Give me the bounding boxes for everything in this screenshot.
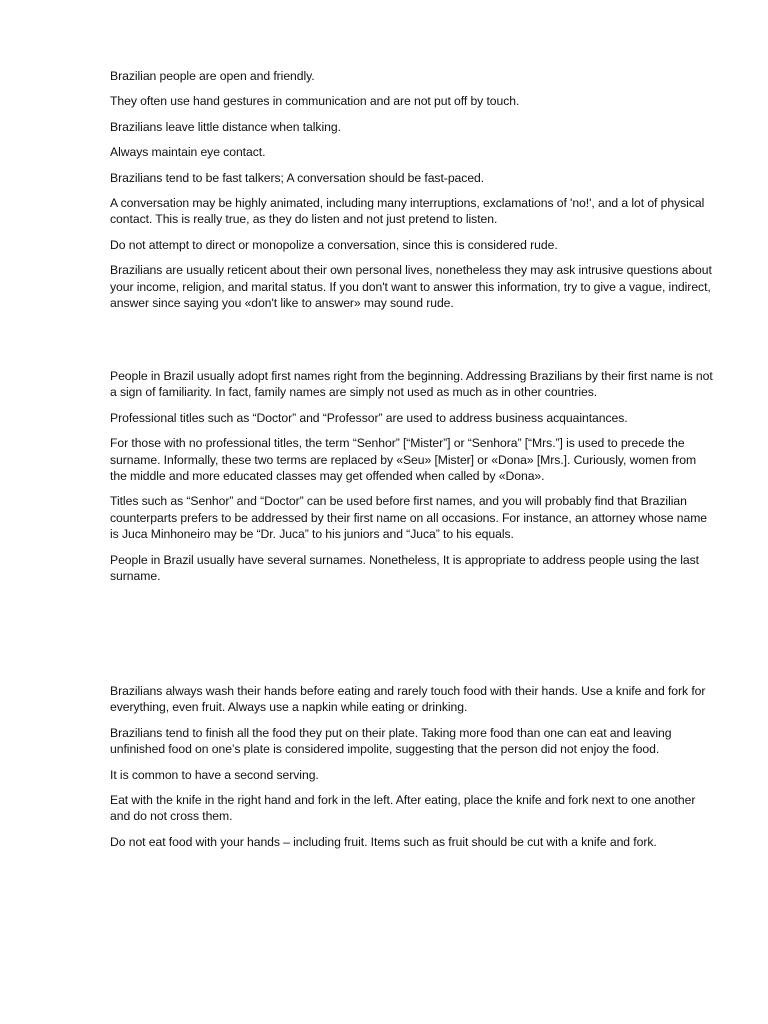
section-communication xyxy=(110,68,715,320)
paragraph: Brazilians are usually reticent about their own personal lives, nonetheless they may ask intrusive questions about your income, religion, and marital status. If you don't want to answer this information, try to give a vague, indirect, answer since saying you «don't like to answer» may sound rude. xyxy=(110,263,712,311)
paragraph: Do not attempt to direct or monopolize a conversation, since this is considered rude. xyxy=(110,237,558,252)
paragraph: Brazilians always wash their hands before eating and rarely touch food with their hands. Use a knife and fork for everything, even fruit. Always use a napkin while eating or drinking. xyxy=(110,684,706,715)
paragraph: Do not eat food with your hands – including fruit. Items such as fruit should be cut with a knife and fork. xyxy=(110,834,657,849)
paragraph: Brazilians leave little distance when talking. xyxy=(110,119,341,134)
paragraph: Brazilians tend to finish all the food they put on their plate. Taking more food than one can eat and leaving unfinished food on one’s plate is considered impolite, suggesting that the person did not enjoy the food. xyxy=(110,725,672,757)
section-dining xyxy=(110,683,715,859)
paragraph: Professional titles such as “Doctor” and “Professor” are used to address business acquaintances. xyxy=(110,410,628,425)
paragraph: A conversation may be highly animated, including many interruptions, exclamations of 'no!', and a lot of physical contact. This is really true, as they do listen and not just pretend to listen. xyxy=(110,196,705,227)
paragraph: Titles such as “Senhor” and “Doctor” can be used before first names, and you will probably find that Brazilian counterparts prefers to be addressed by their first name on all occasions. For instance, an attorney whose name is Juca Minhoneiro may be “Dr. Juca” to his juniors and “Juca” to his equals. xyxy=(110,494,708,542)
paragraph: Brazilians tend to be fast talkers; A conversation should be fast-paced. xyxy=(110,170,485,185)
section-names-titles xyxy=(110,368,715,593)
paragraph: People in Brazil usually adopt first names right from the beginning. Addressing Brazilians by their first name is not a sign of familiarity. In fact, family names are simply not used as much as in other countries. xyxy=(110,369,713,400)
paragraph: They often use hand gestures in communication and are not put off by touch. xyxy=(110,94,520,109)
paragraph: For those with no professional titles, the term “Senhor” [“Mister”] or “Senhora” [“Mrs.”] is used to precede the surname. Informally, these two terms are replaced by «Seu» [Mister] or «Dona» [Mrs.]. Curiously, women from the middle and more educated classes may get offended when called by «Dona». xyxy=(110,436,697,484)
paragraph: People in Brazil usually have several surnames. Nonetheless, It is appropriate to address people using the last surname. xyxy=(110,552,700,584)
paragraph: Brazilian people are open and friendly. xyxy=(110,69,315,83)
paragraph: Eat with the knife in the right hand and fork in the left. After eating, place the knife and fork next to one another and do not cross them. xyxy=(110,793,696,824)
paragraph: Always maintain eye contact. xyxy=(110,145,266,160)
paragraph: It is common to have a second serving. xyxy=(110,767,319,782)
